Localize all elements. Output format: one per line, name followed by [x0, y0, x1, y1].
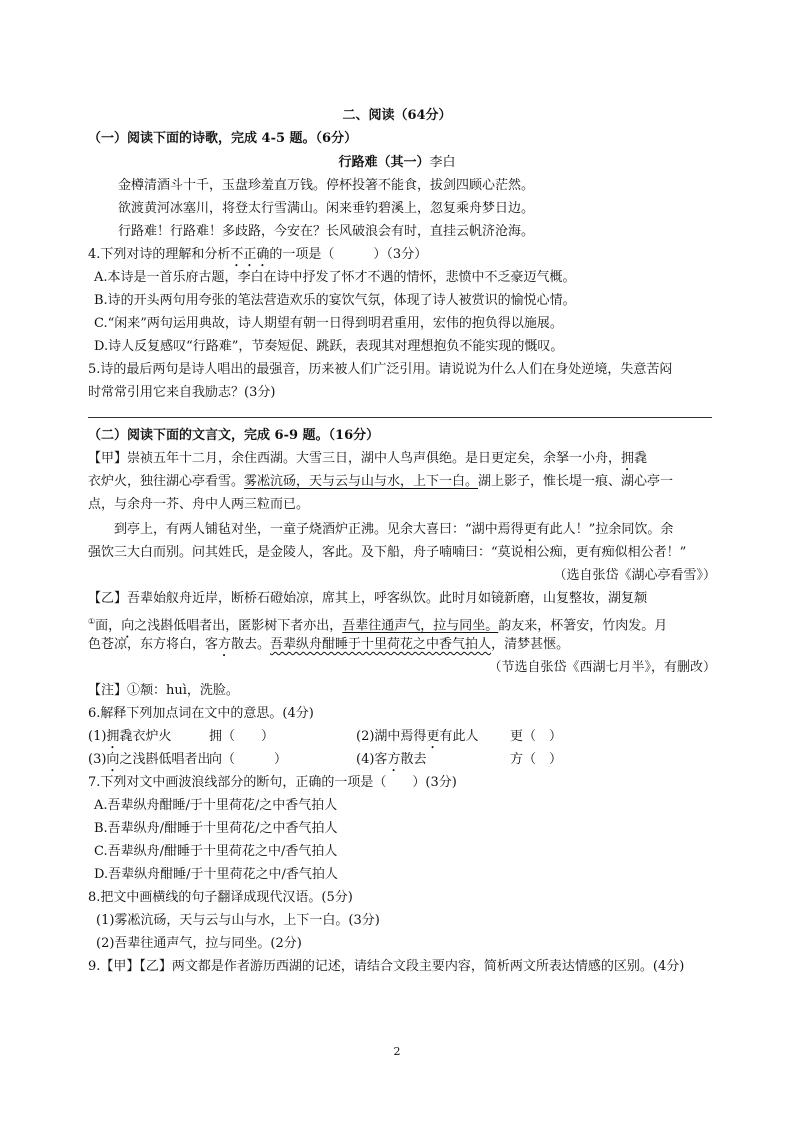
- q8-item-2: (2)吾辈往通声气，拉与同坐。(2分): [96, 936, 302, 951]
- q4-stem-dotted: 不正确: [230, 247, 270, 262]
- page-number: 2: [393, 1045, 401, 1058]
- poem-title: 行路难（其一）: [338, 155, 430, 170]
- question-6-stem: 6.解释下列加点词在文中的意思。(4分): [88, 706, 314, 721]
- poem-line-1: 金樽清酒斗十千，玉盘珍羞直万钱。停杯投箸不能食，拔剑四顾心茫然。: [118, 178, 535, 193]
- poem-line-3: 行路难！行路难！多歧路，今安在？长风破浪会有时，直挂云帆济沧海。: [118, 224, 535, 239]
- jia-l1-text: 【甲】崇祯五年十二月，余住西湖。大雪三日，湖中人鸟声俱绝。是日更定矣，余拏一小舟，: [88, 451, 622, 466]
- question-4-stem: [88, 245, 427, 270]
- yi-l3-c: ，清梦甚惬。: [491, 637, 570, 652]
- poem-author: 李白: [429, 155, 456, 170]
- q6-item-3: [88, 750, 210, 775]
- jia-l2-a: 衣炉火，独往湖心亭看雪。: [88, 474, 245, 489]
- q6-item-2-num: (2): [356, 729, 375, 744]
- q6-item-2-rest: 有此人: [439, 729, 479, 744]
- yi-l2-a: 面，: [95, 618, 122, 634]
- q6-item-2-dot: 更: [426, 729, 440, 744]
- yi-l3-dot: 方: [218, 637, 232, 652]
- section-divider: [88, 417, 712, 418]
- q6-item-4-num: (4): [356, 752, 375, 767]
- q6-item-1-rest: 毳衣炉火: [119, 729, 172, 744]
- section-title: 二、阅读（64分）: [342, 108, 452, 123]
- q6-item-4-answer: 方（ ）: [510, 752, 563, 767]
- q7-option-d: D.吾辈纵舟酣睡/于十里荷花之中/香气拍人: [94, 867, 338, 882]
- yi-line-3: [88, 635, 569, 660]
- q4-stem-b: 的一项是（ ）（3分）: [269, 247, 428, 262]
- q6-item-1-answer: 拥（ ）: [209, 729, 275, 744]
- yi-l3-wavy: 吾辈纵舟酣睡于十里荷花之中香气拍人: [270, 637, 492, 652]
- q7-option-a: A.吾辈纵舟酣睡/于十里荷花/之中香气拍人: [94, 798, 338, 813]
- yi-source: （节选自张岱《西湖七月半》，有删改）: [488, 660, 716, 675]
- q6-item-3-rest: 之浅斟低唱者出: [119, 752, 211, 767]
- part2-instruction: （二）阅读下面的文言文，完成 6-9 题。（16分）: [88, 428, 380, 443]
- yi-l2-underlined: 吾辈往通声气，拉与同坐。: [342, 618, 499, 634]
- jia-line-4: [114, 520, 673, 545]
- q6-item-1: [88, 727, 171, 752]
- jia-source: （选自张岱《湖心亭看雪》）: [553, 568, 716, 583]
- q5-line-2: 时常常引用它来自我励志？(3分): [88, 385, 276, 400]
- jia-line-2: [88, 472, 673, 492]
- q6-item-4: [356, 750, 426, 775]
- yi-line-1: 【乙】吾辈始舣舟近岸，断桥石磴始凉，席其上，呼客纵饮。此时月如镜新磨，山复整妆，湖复颒: [88, 591, 648, 606]
- jia-l2-b: 湖上影子，惟长堤一痕、湖心亭一: [478, 474, 674, 489]
- poem-heading: [0, 153, 794, 173]
- question-7-stem: 7.下列对文中画波浪线部分的断句，正确的一项是（ ）(3分): [88, 775, 457, 790]
- q8-item-1: (1)雾凇沆砀，天与云与山与水，上下一白。(3分): [96, 913, 380, 928]
- jia-l4-a: 到亭上，有两人铺毡对坐，一童子烧酒炉正沸。见余大喜曰：“湖中焉得: [114, 522, 524, 537]
- q7-option-c: C.吾辈纵舟/酣睡于十里荷花之中/香气拍人: [94, 844, 338, 859]
- q6-item-2: [356, 727, 478, 752]
- annotation-note: 【注】①颒：huì，洗脸。: [88, 683, 239, 698]
- yi-l2-c: 韵友来，杯箸安，竹肉发。月: [498, 618, 668, 634]
- q6-item-1-dot: 拥: [106, 729, 120, 744]
- q4-option-b: B.诗的开头两句用夸张的笔法营造欢乐的宴饮气氛，体现了诗人被赏识的愉悦心情。: [94, 293, 576, 308]
- yi-l3-a: 色苍凉，东方将白，客: [88, 637, 219, 652]
- q6-item-2-pre: 湖中焉得: [374, 729, 427, 744]
- q6-item-3-num: (3): [88, 752, 107, 767]
- q4-stem-a: 4.下列对诗的理解和分析: [88, 247, 231, 262]
- q6-item-4-rest: 散去: [400, 752, 427, 767]
- q4-option-d: D.诗人反复感叹“行路难”，节奏短促、跳跃，表现其对理想抱负不能实现的慨叹。: [94, 339, 564, 354]
- q6-item-3-answer: 向（ ）: [209, 752, 288, 767]
- question-9-stem: 9.【甲】【乙】两文都是作者游历西湖的记述，请结合文段主要内容，简析两文所表达情感的区别。(4分): [88, 959, 685, 974]
- jia-l4-dot: 更: [523, 522, 537, 537]
- question-8-stem: 8.把文中画横线的句子翻译成现代汉语。(5分): [88, 890, 353, 905]
- jia-line-5: 强饮三大白而别。问其姓氏，是金陵人，客此。及下船，舟子喃喃曰：“莫说相公痴，更有痴似相公者！”: [88, 545, 687, 560]
- jia-l1-end: 毳: [634, 451, 648, 466]
- jia-line-1: [88, 449, 647, 474]
- poem-line-2: 欲渡黄河冰塞川，将登太行雪满山。闲来垂钓碧溪上，忽复乘舟梦日边。: [118, 201, 535, 216]
- q6-item-4-dot: 方: [387, 752, 401, 767]
- jia-l2-underlined: 雾凇沆砀，天与云与山与水，上下一白。: [244, 474, 479, 489]
- yi-l3-b: 散去。: [231, 637, 271, 652]
- yi-l2-b: 之浅斟低唱者出，匿影树下者亦出，: [134, 618, 343, 634]
- yi-note-mark: ①: [88, 617, 96, 626]
- q6-item-2-answer: 更（ ）: [510, 729, 563, 744]
- yi-l2-dot: 向: [121, 618, 135, 634]
- jia-line-3: 点，与余舟一芥、舟中人两三粒而已。: [88, 497, 310, 512]
- q4-option-a: A.本诗是一首乐府古题，李白在诗中抒发了怀才不遇的情怀，悲愤中不乏豪迈气概。: [94, 270, 576, 285]
- q4-option-c: C.“闲来”两句运用典故，诗人期望有朝一日得到明君重用，宏伟的抱负得以施展。: [94, 316, 563, 331]
- jia-l1-dot: 拥: [621, 451, 635, 466]
- q5-line-1: 5.诗的最后两句是诗人唱出的最强音，历来被人们广泛引用。请说说为什么人们在身处逆境，失意苦闷: [88, 362, 673, 377]
- q6-item-3-dot: 向: [106, 752, 120, 767]
- part1-instruction: （一）阅读下面的诗歌，完成 4-5 题。（6分）: [88, 131, 358, 146]
- q7-option-b: B.吾辈纵舟/酣睡于十里荷花/之中香气拍人: [94, 821, 338, 836]
- q6-item-1-num: (1): [88, 729, 107, 744]
- q6-item-4-pre: 客: [374, 752, 388, 767]
- jia-l4-b: 有此人！”拉余同饮。余: [536, 522, 674, 537]
